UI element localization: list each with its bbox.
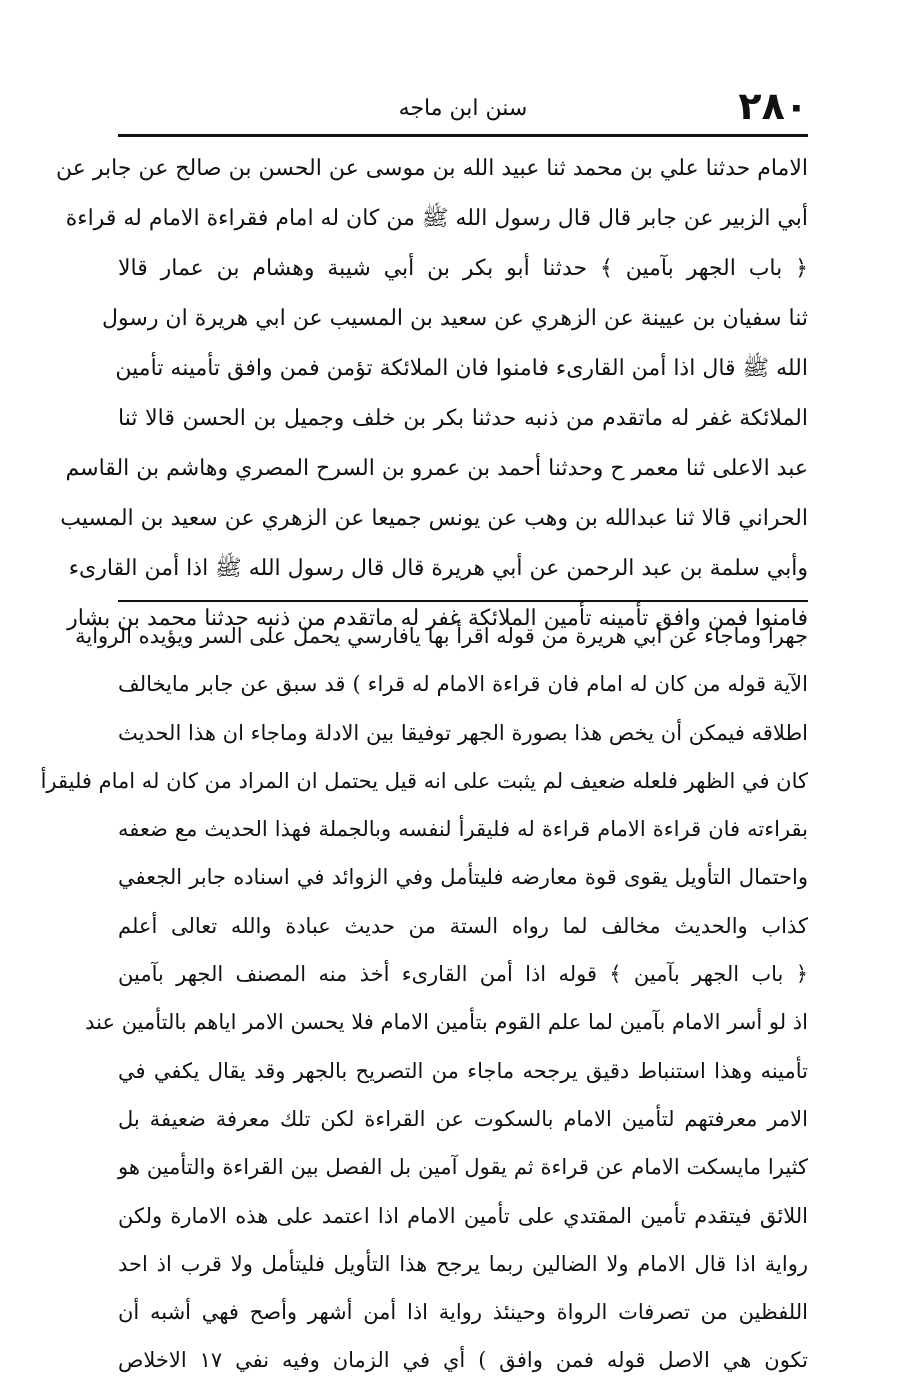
commentary-line: تكون هي الاصل قوله فمن وافق ) أي في الزمان وفيه نفي ١٧ الاخلاص <box>118 1348 808 1373</box>
main-text-line: أبي الزبير عن جابر قال قال رسول الله ﷺ من كان له امام فقراءة الامام له قراءة <box>65 206 808 231</box>
running-title: سنن ابن ماجه <box>398 96 528 121</box>
commentary-line: الآية قوله من كان له امام فان قراءة الامام له قراء ) قد سبق عن جابر مايخالف <box>118 672 808 697</box>
commentary-line: اللفظين من تصرفات الرواة وحينئذ رواية اذا أمن أشهر وأصح فهي أشبه أن <box>118 1300 808 1325</box>
commentary-text <box>40 612 808 1385</box>
main-text-line: الامام حدثنا علي بن محمد ثنا عبيد الله بن موسى عن الحسن بن صالح عن جابر عن <box>56 156 808 181</box>
commentary-line: الامر معرفتهم لتأمين الامام بالسكوت عن القراءة لكن تلك معرفة ضعيفة بل <box>118 1106 808 1131</box>
main-text-line: ﴿ باب الجهر بآمين ﴾ حدثنا أبو بكر بن أبي شيبة وهشام بن عمار قالا <box>118 256 808 281</box>
page-number: ٢٨٠ <box>738 84 808 128</box>
commentary-line: كثيرا مايسكت الامام عن قراءة ثم يقول آمين بل الفصل بين القراءة والتأمين هو <box>118 1155 808 1180</box>
commentary-line: كذاب والحديث مخالف لما رواه الستة من حديث عبادة والله تعالى أعلم <box>118 913 808 938</box>
commentary-line: رواية اذا قال الامام ولا الضالين ربما يرجح هذا التأويل فليتأمل ولا قرب اذ احد <box>118 1251 808 1276</box>
main-text-line: وأبي سلمة بن عبد الرحمن عن أبي هريرة قال قال رسول الله ﷺ اذا أمن القارىء <box>68 556 808 581</box>
hadith-text <box>56 144 808 644</box>
main-text-line: ثنا سفيان بن عيينة عن الزهري عن سعيد بن المسيب عن ابي هريرة ان رسول <box>102 306 808 331</box>
commentary-line: كان في الظهر فلعله ضعيف لم يثبت على انه قيل يحتمل ان المراد من كان له امام فليقرأ <box>40 768 808 793</box>
main-text-line: الحراني قالا ثنا عبدالله بن وهب عن يونس جميعا عن الزهري عن سعيد بن المسيب <box>60 506 808 531</box>
page-header <box>118 84 808 132</box>
commentary-line: بقراءته فان قراءة الامام قراءة له فليقرأ لنفسه وبالجملة فهذا الحديث مع ضعفه <box>118 817 808 842</box>
commentary-line: ﴿ باب الجهر بآمين ﴾ قوله اذا أمن القارىء أخذ منه المصنف الجهر بآمين <box>118 962 808 987</box>
commentary-line: اطلاقه فيمكن أن يخص هذا بصورة الجهر توفيقا بين الادلة وماجاء ان هذا الحديث <box>118 720 808 745</box>
commentary-line: جهرا وماجاء عن أبي هريرة من قوله اقرأ بها يافارسي يحمل على السر ويؤيده الرواية <box>75 624 808 648</box>
main-text-line: فامنوا فمن وافق تأمينه تأمين الملائكة غفر له ماتقدم من ذنبه حدثنا محمد بن بشار <box>67 606 808 631</box>
main-text-line: عبد الاعلى ثنا معمر ح وحدثنا أحمد بن عمرو بن السرح المصري وهاشم بن القاسم <box>65 456 808 481</box>
commentary-line: واحتمال التأويل يقوى قوة معارضه فليتأمل وفي الزوائد في اسناده جابر الجعفي <box>118 865 808 890</box>
commentary-line: اللائق فيتقدم تأمين المقتدي على تأمين الامام اذا اعتمد على هذه الامارة ولكن <box>118 1203 808 1228</box>
main-text-line: الله ﷺ قال اذا أمن القارىء فامنوا فان الملائكة تؤمن فمن وافق تأمينه تأمين <box>115 356 808 381</box>
commentary-line: تأمينه وهذا استنباط دقيق يرجحه ماجاء من التصريح بالجهر وقد يقال يكفي في <box>118 1058 808 1083</box>
commentary-line: اذ لو أسر الامام بآمين لما علم القوم بتأمين الامام فلا يحسن الامر اياهم بالتأمين عند <box>85 1010 808 1035</box>
header-rule <box>118 134 808 137</box>
section-divider <box>118 600 808 602</box>
main-text-line: الملائكة غفر له ماتقدم من ذنبه حدثنا بكر بن خلف وجميل بن الحسن قالا ثنا <box>118 406 808 431</box>
